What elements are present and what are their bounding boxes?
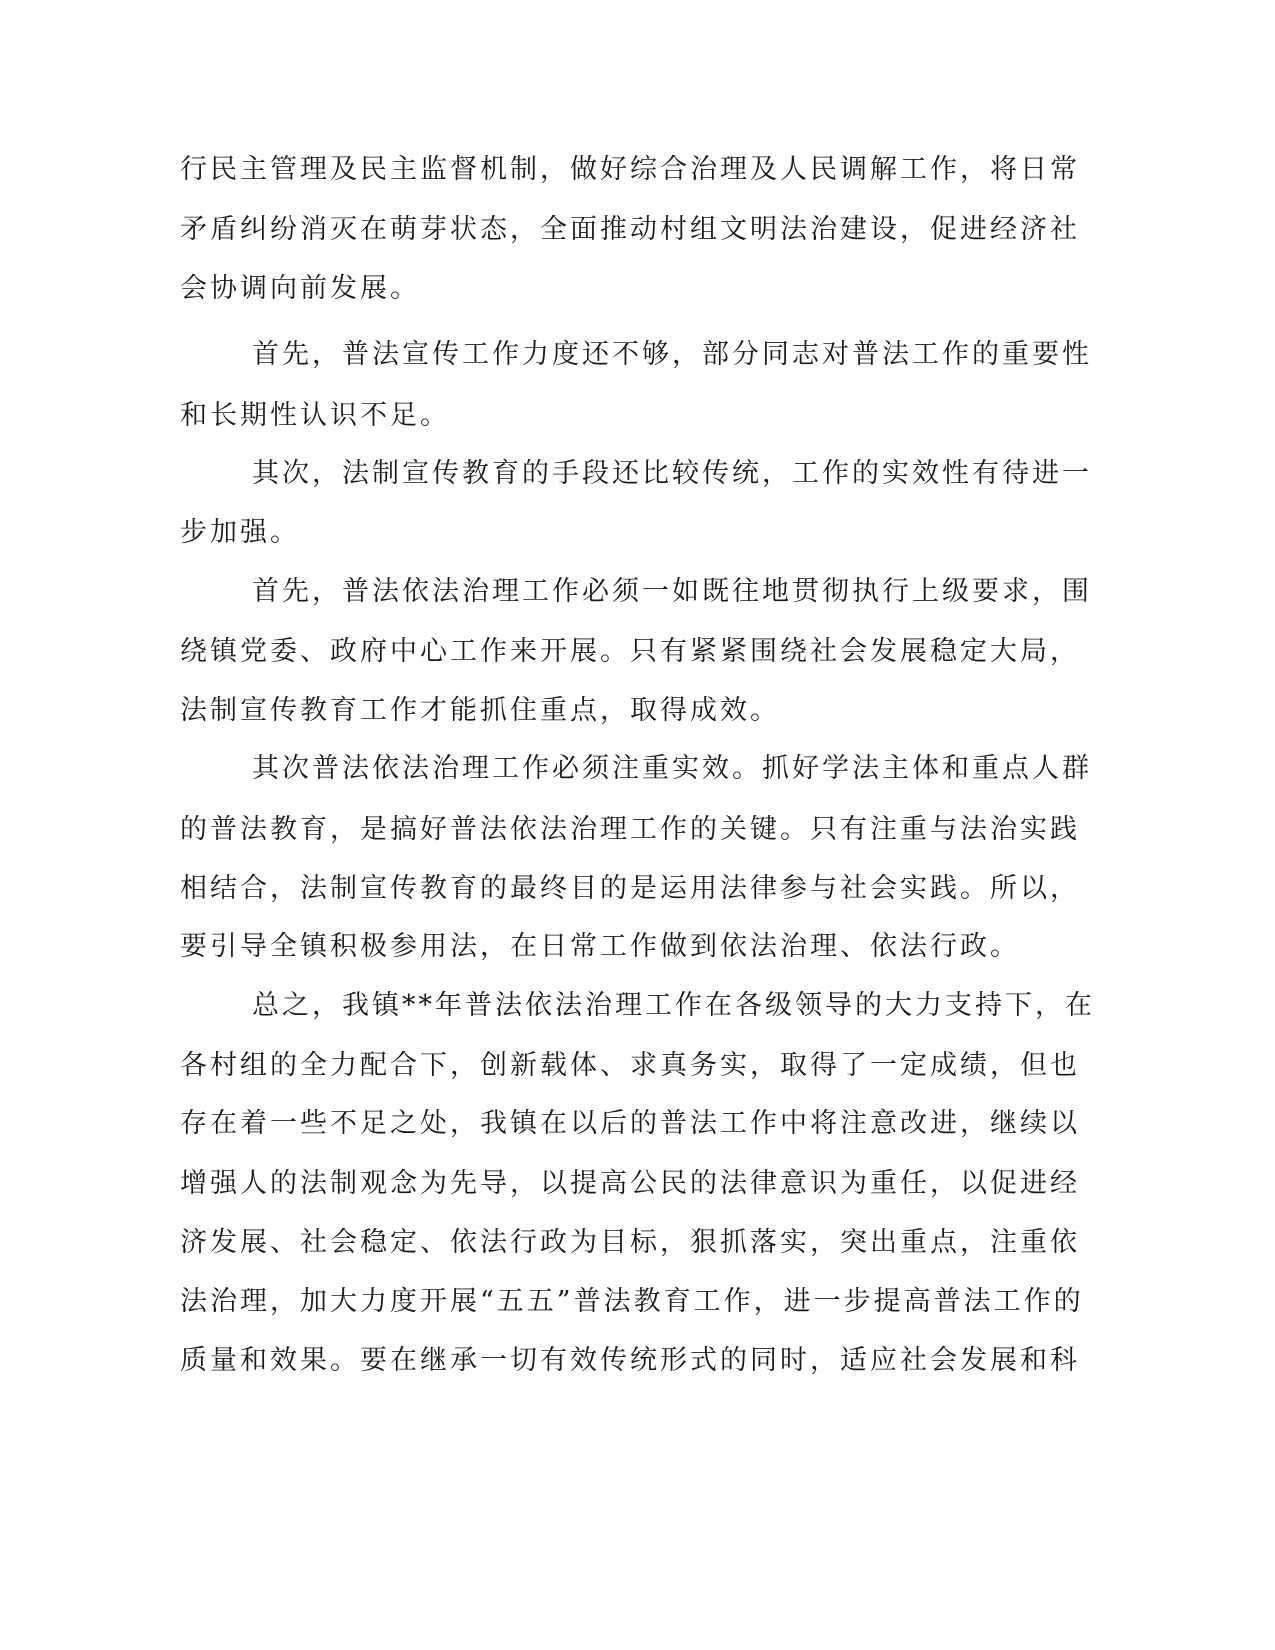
text-line: 其次，法制宣传教育的手段还比较传统，工作的实效性有待进一 xyxy=(252,458,1092,489)
text-line: 矛盾纠纷消灭在萌芽状态，全面推动村组文明法治建设，促进经济社 xyxy=(180,214,1080,245)
text-line: 会协调向前发展。 xyxy=(180,273,420,304)
text-line: 质量和效果。要在继承一切有效传统形式的同时，适应社会发展和科 xyxy=(180,1345,1080,1376)
text-line: 总之，我镇**年普法依法治理工作在各级领导的大力支持下，在 xyxy=(252,990,1095,1021)
text-line: 存在着一些不足之处，我镇在以后的普法工作中将注意改进，继续以 xyxy=(180,1108,1080,1139)
text-line: 行民主管理及民主监督机制，做好综合治理及人民调解工作，将日常 xyxy=(180,154,1080,185)
text-line: 要引导全镇积极参用法，在日常工作做到依法治理、依法行政。 xyxy=(180,931,1020,962)
text-line: 绕镇党委、政府中心工作来开展。只有紧紧围绕社会发展稳定大局， xyxy=(180,636,1080,667)
text-line: 步加强。 xyxy=(180,517,300,548)
text-line: 法制宣传教育工作才能抓住重点，取得成效。 xyxy=(180,695,780,726)
text-line: 的普法教育，是搞好普法依法治理工作的关键。只有注重与法治实践 xyxy=(180,814,1080,845)
text-line: 首先，普法依法治理工作必须一如既往地贯彻执行上级要求，围 xyxy=(252,576,1092,607)
text-line: 法治理，加大力度开展“五五”普法教育工作，进一步提高普法工作的 xyxy=(180,1286,1084,1317)
text-line: 各村组的全力配合下，创新载体、求真务实，取得了一定成绩，但也 xyxy=(180,1050,1080,1081)
text-line: 相结合，法制宣传教育的最终目的是运用法律参与社会实践。所以， xyxy=(180,873,1080,904)
text-line: 其次普法依法治理工作必须注重实效。抓好学法主体和重点人群 xyxy=(252,753,1092,784)
text-line: 增强人的法制观念为先导，以提高公民的法律意识为重任，以促进经 xyxy=(180,1168,1080,1199)
text-line: 济发展、社会稳定、依法行政为目标，狠抓落实，突出重点，注重依 xyxy=(180,1227,1080,1258)
text-line: 首先，普法宣传工作力度还不够，部分同志对普法工作的重要性 xyxy=(252,339,1092,370)
text-line: 和长期性认识不足。 xyxy=(180,400,450,431)
